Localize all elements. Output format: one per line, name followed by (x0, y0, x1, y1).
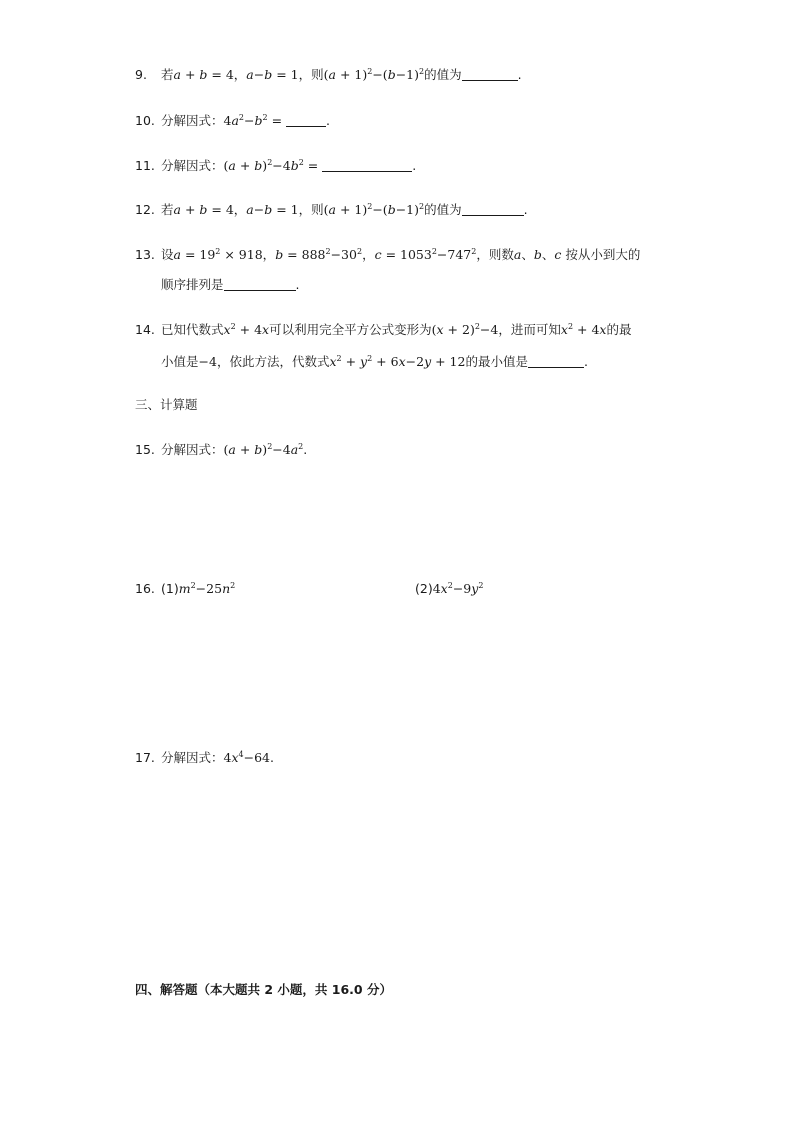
math-expression: $x^2 + y^2 + 6x-2y + 12$ (329, 354, 466, 369)
math-var: a (513, 247, 522, 262)
question-text: 分解因式： (161, 442, 224, 457)
question-number: 16. (135, 581, 155, 596)
question-text: 的值为 (424, 202, 462, 217)
math-expression: a + b = 4 (173, 202, 234, 217)
question-number: 14. (135, 322, 155, 337)
question-text: 、 (521, 247, 534, 262)
question-text: 的最 (606, 322, 632, 337)
math-var: c (554, 247, 566, 262)
question-text: ， (262, 247, 276, 262)
section-heading-3: 三、计算题 (135, 397, 198, 412)
math-expression: $4x^2-9y^2$ (432, 581, 484, 596)
answer-blank[interactable] (462, 203, 524, 216)
question-text: . (303, 442, 308, 457)
question-number: 15. (135, 442, 155, 457)
answer-blank[interactable] (528, 355, 584, 368)
math-expression: $x^2 + 4x$ (560, 322, 607, 337)
question-number: 9. (135, 67, 147, 82)
question-text: . (270, 750, 274, 765)
question-text: 若 (161, 202, 174, 217)
section-heading-4: 四、解答题（本大题共 2 小题，共 16.0 分） (135, 982, 392, 997)
question-text: ， (233, 67, 247, 82)
math-var: b (533, 247, 542, 262)
question-15 (135, 441, 307, 459)
question-text: 可以利用完全平方公式变形为 (269, 322, 432, 337)
question-text: 小值是 (161, 354, 199, 369)
math-expression: a−b = 1 (246, 202, 299, 217)
question-14-line-1 (135, 321, 631, 339)
question-17 (135, 749, 274, 767)
math-expression: a + b = 4 (173, 67, 234, 82)
question-text: 已知代数式 (161, 322, 224, 337)
question-text: . (583, 354, 588, 369)
question-text: ， (362, 247, 375, 262)
question-9 (135, 66, 522, 84)
question-number: 13. (135, 247, 155, 262)
question-number: 12. (135, 202, 155, 217)
question-text: ，则 (298, 202, 324, 217)
math-expression: $(a + b)^2-4b^2$ = (223, 158, 323, 173)
question-number: 17. (135, 750, 155, 765)
answer-blank[interactable] (322, 159, 412, 172)
question-text: 分解因式： (161, 158, 224, 173)
question-text: 的最小值是 (465, 354, 528, 369)
math-expression: a−b = 1 (246, 67, 299, 82)
question-part-label: (1) (161, 581, 179, 596)
question-text: . (295, 277, 300, 292)
question-text: ，则数 (476, 247, 514, 262)
question-text: 分解因式： (161, 113, 224, 128)
question-text: 若 (161, 67, 174, 82)
question-text: ， (233, 202, 247, 217)
math-expression: $c = 1053^2-747^2$ (374, 247, 477, 262)
math-expression: $(x + 2)^2-4$ (431, 322, 499, 337)
math-expression: $m^2-25n^2$ (178, 581, 236, 596)
answer-blank[interactable] (462, 68, 518, 81)
question-14-line-2 (161, 353, 588, 371)
question-text: ，则 (298, 67, 324, 82)
question-text: 的值为 (424, 67, 462, 82)
question-text: . (326, 113, 331, 128)
question-text: . (517, 67, 522, 82)
question-text: 按从小到大的 (565, 247, 641, 262)
math-expression: $(a + 1)^2-(b-1)^2$ (323, 202, 425, 217)
math-expression: $b = 888^2-30^2$ (275, 247, 363, 262)
answer-blank[interactable] (286, 114, 326, 127)
question-13-line-1 (135, 246, 640, 264)
math-expression: −4 (198, 354, 217, 369)
math-expression: $a = 19^2 \times 918$ (173, 247, 263, 262)
question-text: ，进而可知 (498, 322, 561, 337)
math-expression: $(a + 1)^2-(b-1)^2$ (323, 67, 425, 82)
math-expression: $x^2 + 4x$ (223, 322, 270, 337)
question-text: 分解因式： (161, 750, 224, 765)
question-text: 设 (161, 247, 174, 262)
question-number: 11. (135, 158, 155, 173)
question-13-line-2 (161, 276, 300, 294)
question-text: ，依此方法，代数式 (216, 354, 330, 369)
question-text: . (412, 158, 417, 173)
math-expression: $4x^4-64$ (223, 750, 271, 765)
question-text: 、 (541, 247, 555, 262)
question-11 (135, 157, 416, 175)
question-12 (135, 201, 528, 219)
math-expression: $4a^2-b^2$ = (223, 113, 287, 128)
question-16 (135, 580, 235, 598)
question-text: . (523, 202, 528, 217)
question-16-part-2 (415, 580, 483, 598)
question-10 (135, 112, 330, 130)
math-expression: $(a + b)^2-4a^2$ (223, 442, 304, 457)
question-text: 顺序排列是 (161, 277, 224, 292)
question-number: 10. (135, 113, 155, 128)
answer-blank[interactable] (224, 278, 296, 291)
question-part-label: (2) (415, 581, 433, 596)
